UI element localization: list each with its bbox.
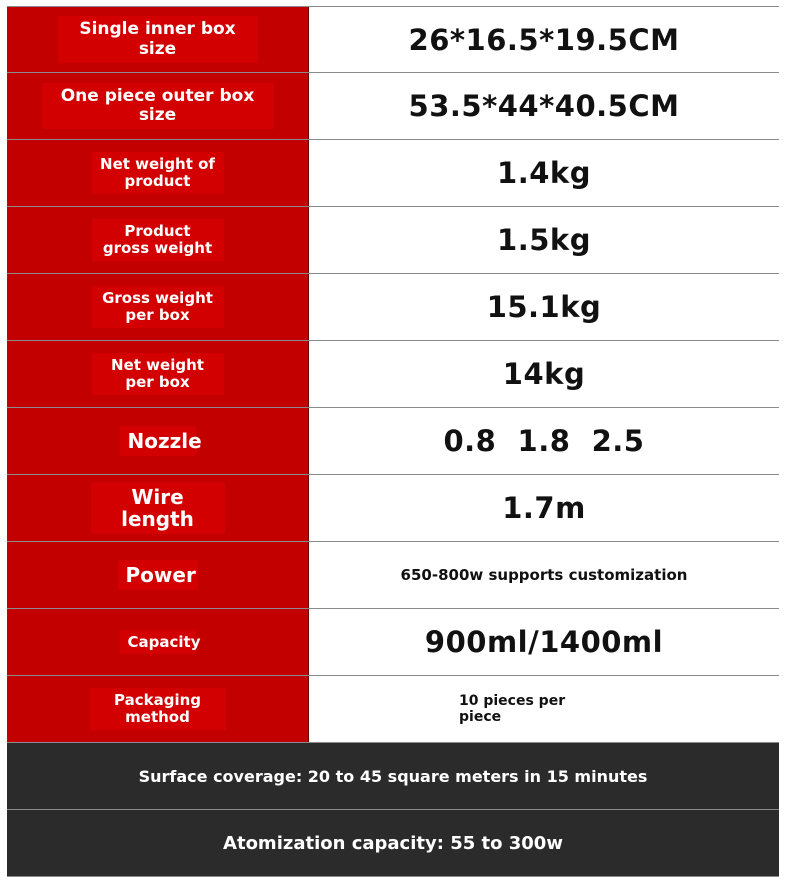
- spec-table: [7, 6, 779, 877]
- spec-row-power: [7, 542, 779, 609]
- spec-row-product-gross-weight: [7, 207, 779, 274]
- atomization-capacity-banner: Atomization capacity: 55 to 300w: [7, 810, 779, 877]
- spec-value: 10 pieces per piece: [459, 692, 566, 725]
- spec-label-cell: [7, 140, 309, 206]
- spec-value: 0.8 1.8 2.5: [309, 408, 779, 474]
- spec-value: 1.4kg: [309, 140, 779, 206]
- spec-label: Gross weight per box: [92, 286, 224, 328]
- surface-coverage-banner: Surface coverage: 20 to 45 square meters in 15 minutes: [7, 743, 779, 810]
- spec-row-packaging-method: [7, 676, 779, 743]
- spec-row-gross-weight-per-box: [7, 274, 779, 341]
- spec-label-cell: [7, 609, 309, 675]
- spec-label: Single inner box size: [58, 16, 258, 62]
- spec-label-cell: [7, 676, 309, 742]
- spec-value: 26*16.5*19.5CM: [309, 7, 779, 72]
- spec-row-net-weight-product: [7, 140, 779, 207]
- spec-label-cell: [7, 408, 309, 474]
- spec-value: 650-800w supports customization: [309, 542, 779, 608]
- spec-label-cell: [7, 542, 309, 608]
- spec-value: 900ml/1400ml: [309, 609, 779, 675]
- spec-label: Nozzle: [120, 426, 196, 456]
- spec-label: Capacity: [120, 630, 196, 655]
- spec-label: Power: [118, 560, 198, 590]
- spec-label: One piece outer box size: [42, 83, 274, 129]
- spec-label-cell: [7, 274, 309, 340]
- spec-value: 1.5kg: [309, 207, 779, 273]
- spec-label-cell: [7, 341, 309, 407]
- spec-label: Wire length: [91, 482, 225, 535]
- spec-label: Packaging method: [90, 688, 226, 730]
- spec-value: 1.7m: [309, 475, 779, 541]
- spec-row-nozzle: [7, 408, 779, 475]
- spec-label: Net weight per box: [92, 353, 224, 395]
- spec-value: 15.1kg: [309, 274, 779, 340]
- spec-label-cell: [7, 73, 309, 139]
- spec-row-capacity: [7, 609, 779, 676]
- spec-label: Product gross weight: [92, 219, 224, 261]
- spec-row-inner-box-size: [7, 6, 779, 73]
- spec-label: Net weight of product: [92, 152, 224, 194]
- spec-value-cell: [309, 676, 779, 742]
- spec-label-cell: [7, 475, 309, 541]
- spec-row-outer-box-size: [7, 73, 779, 140]
- spec-value: 53.5*44*40.5CM: [309, 73, 779, 139]
- spec-row-net-weight-per-box: [7, 341, 779, 408]
- spec-row-wire-length: [7, 475, 779, 542]
- spec-label-cell: [7, 7, 309, 72]
- spec-label-cell: [7, 207, 309, 273]
- spec-value: 14kg: [309, 341, 779, 407]
